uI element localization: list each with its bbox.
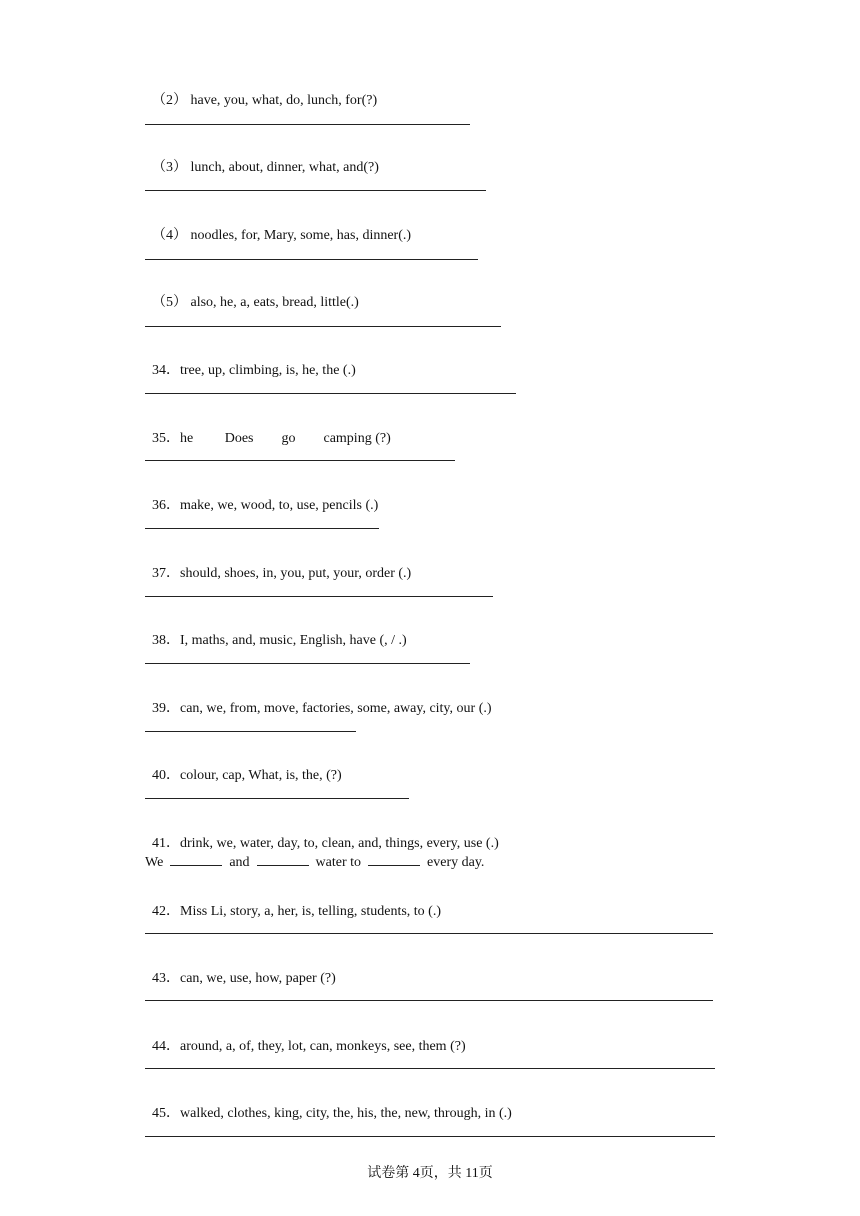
answer-line[interactable] [145,731,356,732]
question-text: should, shoes, in, you, put, your, order (.) [180,566,412,581]
answer-line[interactable] [145,190,486,191]
fill-blank[interactable] [257,851,309,866]
question-number: （4） [152,228,187,243]
answer-line[interactable] [145,933,713,934]
question-44 [145,1020,466,1056]
answer-line[interactable] [145,259,478,260]
question-text: can, we, use, how, paper (?) [180,971,336,986]
question-37 [145,547,411,583]
answer-line[interactable] [145,460,455,461]
question-number: 35． [152,431,180,446]
fill-word: and [229,855,250,870]
question-text: colour, cap, What, is, the, (?) [180,768,342,783]
question-text: tree, up, climbing, is, he, the (.) [180,363,356,378]
question-41 [145,817,499,853]
question-text: I, maths, and, music, English, have (, / .) [180,633,407,648]
question-45 [145,1087,512,1123]
answer-line[interactable] [145,1068,715,1069]
fill-word: We [145,855,164,870]
question-38 [145,614,407,650]
question-number: 42． [152,904,180,919]
question-text: make, we, wood, to, use, pencils (.) [180,498,379,513]
question-sub-4 [145,209,411,245]
question-sub-2 [145,74,377,110]
question-36 [145,479,378,515]
question-40 [145,749,342,785]
question-number: 39． [152,701,180,716]
question-42 [145,885,441,921]
question-text: he Does go camping (?) [180,431,391,446]
question-text: lunch, about, dinner, what, and(?) [190,160,379,175]
answer-line[interactable] [145,596,493,597]
question-number: 36． [152,498,180,513]
question-text: around, a, of, they, lot, can, monkeys, see, them (?) [180,1039,466,1054]
question-sub-3 [145,141,379,177]
question-number: 41． [152,836,180,851]
fill-word: every day. [427,855,485,870]
question-number: 40． [152,768,180,783]
page-footer: 试卷第 4页，共 11页 [367,1166,493,1181]
question-number: （2） [152,93,187,108]
question-text: Miss Li, story, a, her, is, telling, students, to (.) [180,904,442,919]
question-number: （3） [152,160,187,175]
question-text: have, you, what, do, lunch, for(?) [190,93,378,108]
question-text: can, we, from, move, factories, some, away, city, our (.) [180,701,492,716]
answer-line[interactable] [145,1136,715,1137]
question-43 [145,952,336,988]
fill-blank[interactable] [368,851,420,866]
question-number: 38． [152,633,180,648]
fill-word: water to [315,855,362,870]
question-sub-5 [145,276,359,312]
question-number: 34． [152,363,180,378]
q41-fill-sentence [145,851,484,872]
answer-line[interactable] [145,393,516,394]
fill-blank[interactable] [170,851,222,866]
answer-line[interactable] [145,798,409,799]
question-34 [145,344,356,380]
answer-line[interactable] [145,124,470,125]
question-number: 44． [152,1039,180,1054]
question-number: 37． [152,566,180,581]
question-39 [145,682,492,718]
question-35 [145,412,391,448]
answer-line[interactable] [145,1000,713,1001]
answer-line[interactable] [145,528,379,529]
question-number: 43． [152,971,180,986]
answer-line[interactable] [145,663,470,664]
question-text: noodles, for, Mary, some, has, dinner(.) [190,228,412,243]
question-text: drink, we, water, day, to, clean, and, things, every, use (.) [180,836,499,851]
question-number: 45． [152,1106,180,1121]
question-text: also, he, a, eats, bread, little(.) [190,295,359,310]
question-number: （5） [152,295,187,310]
question-text: walked, clothes, king, city, the, his, the, new, through, in (.) [180,1106,512,1121]
answer-line[interactable] [145,326,501,327]
